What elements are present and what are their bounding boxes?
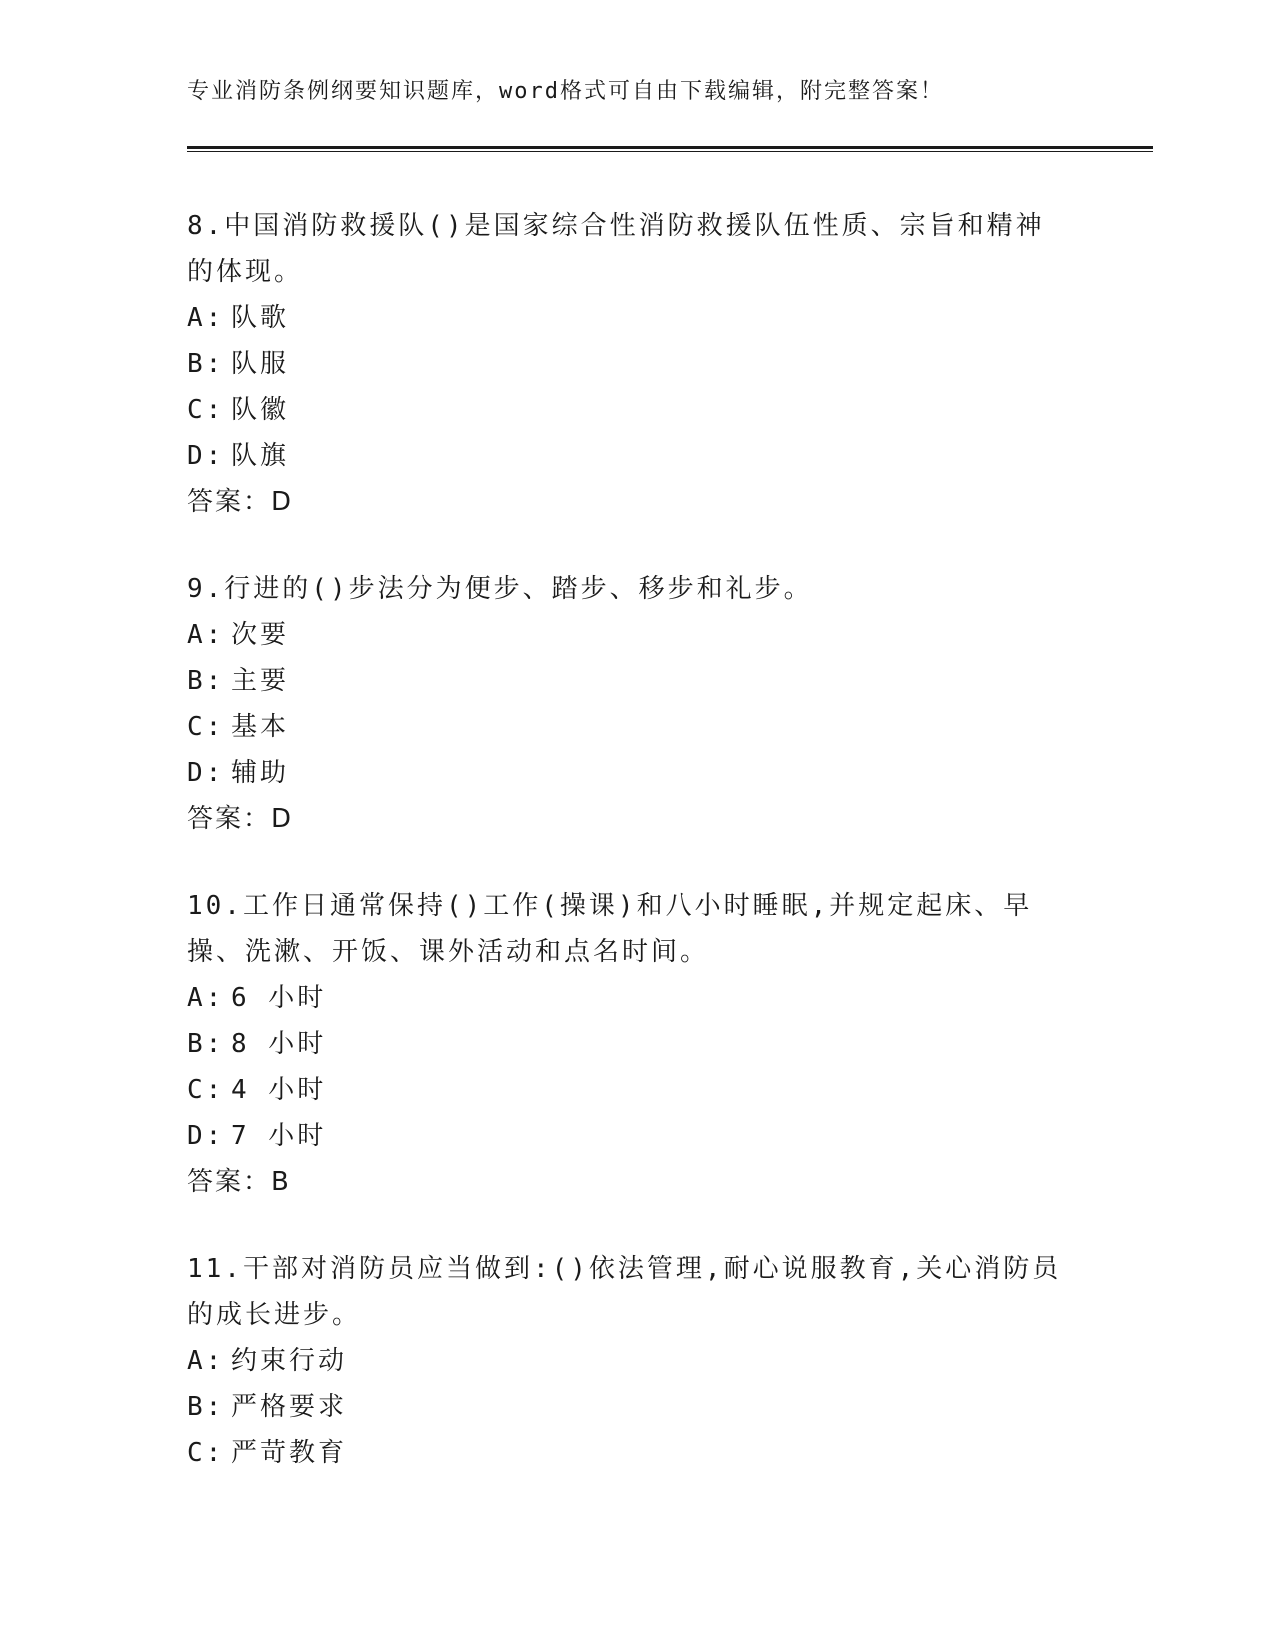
question-list	[187, 203, 1087, 1517]
option-text: 次要	[231, 620, 290, 650]
option-text: 约束行动	[231, 1346, 348, 1376]
option-c	[187, 1430, 1087, 1476]
option-key: C:	[187, 1075, 225, 1105]
option-key: D:	[187, 1121, 225, 1151]
option-key: B:	[187, 666, 225, 696]
option-key: B:	[187, 349, 225, 379]
option-key: C:	[187, 395, 225, 425]
option-text: 7 小时	[231, 1121, 327, 1151]
option-b	[187, 658, 1087, 704]
option-key: B:	[187, 1029, 225, 1059]
option-key: A:	[187, 303, 225, 333]
option-key: A:	[187, 620, 225, 650]
answer: 答案：D	[187, 487, 294, 517]
option-text: 8 小时	[231, 1029, 327, 1059]
page-header: 专业消防条例纲要知识题库，word格式可自由下载编辑，附完整答案！	[187, 79, 944, 104]
option-key: C:	[187, 1438, 225, 1468]
option-text: 队旗	[231, 441, 290, 471]
option-c	[187, 704, 1087, 750]
option-text: 辅助	[231, 758, 290, 788]
option-a	[187, 975, 1087, 1021]
option-text: 4 小时	[231, 1075, 327, 1105]
option-d	[187, 1113, 1087, 1159]
question-stem: 8.中国消防救援队()是国家综合性消防救援队伍性质、宗旨和精神的体现。	[187, 211, 1045, 287]
option-key: A:	[187, 983, 225, 1013]
answer: 答案：D	[187, 804, 294, 834]
header-divider-thin	[187, 151, 1153, 152]
option-key: D:	[187, 441, 225, 471]
option-key: A:	[187, 1346, 225, 1376]
option-text: 6 小时	[231, 983, 327, 1013]
option-a	[187, 1338, 1087, 1384]
option-text: 基本	[231, 712, 290, 742]
option-text: 队歌	[231, 303, 290, 333]
question-8	[187, 203, 1087, 525]
option-text: 队服	[231, 349, 290, 379]
question-stem: 10.工作日通常保持()工作(操课)和八小时睡眠,并规定起床、早操、洗漱、开饭、课外活动和点名时间。	[187, 891, 1033, 967]
option-c	[187, 1067, 1087, 1113]
question-stem: 9.行进的()步法分为便步、踏步、移步和礼步。	[187, 574, 813, 604]
option-text: 主要	[231, 666, 290, 696]
header-divider-thick	[187, 146, 1153, 149]
header-divider	[187, 146, 1153, 152]
option-key: D:	[187, 758, 225, 788]
option-d	[187, 750, 1087, 796]
option-a	[187, 612, 1087, 658]
question-stem: 11.干部对消防员应当做到:()依法管理,耐心说服教育,关心消防员的成长进步。	[187, 1254, 1062, 1330]
option-b	[187, 1021, 1087, 1067]
option-d	[187, 433, 1087, 479]
option-text: 严格要求	[231, 1392, 348, 1422]
option-c	[187, 387, 1087, 433]
question-10	[187, 883, 1087, 1205]
option-text: 队徽	[231, 395, 290, 425]
option-key: B:	[187, 1392, 225, 1422]
answer: 答案：B	[187, 1167, 291, 1197]
option-b	[187, 1384, 1087, 1430]
question-9	[187, 566, 1087, 842]
option-key: C:	[187, 712, 225, 742]
option-text: 严苛教育	[231, 1438, 348, 1468]
option-a	[187, 295, 1087, 341]
question-11	[187, 1246, 1087, 1476]
option-b	[187, 341, 1087, 387]
